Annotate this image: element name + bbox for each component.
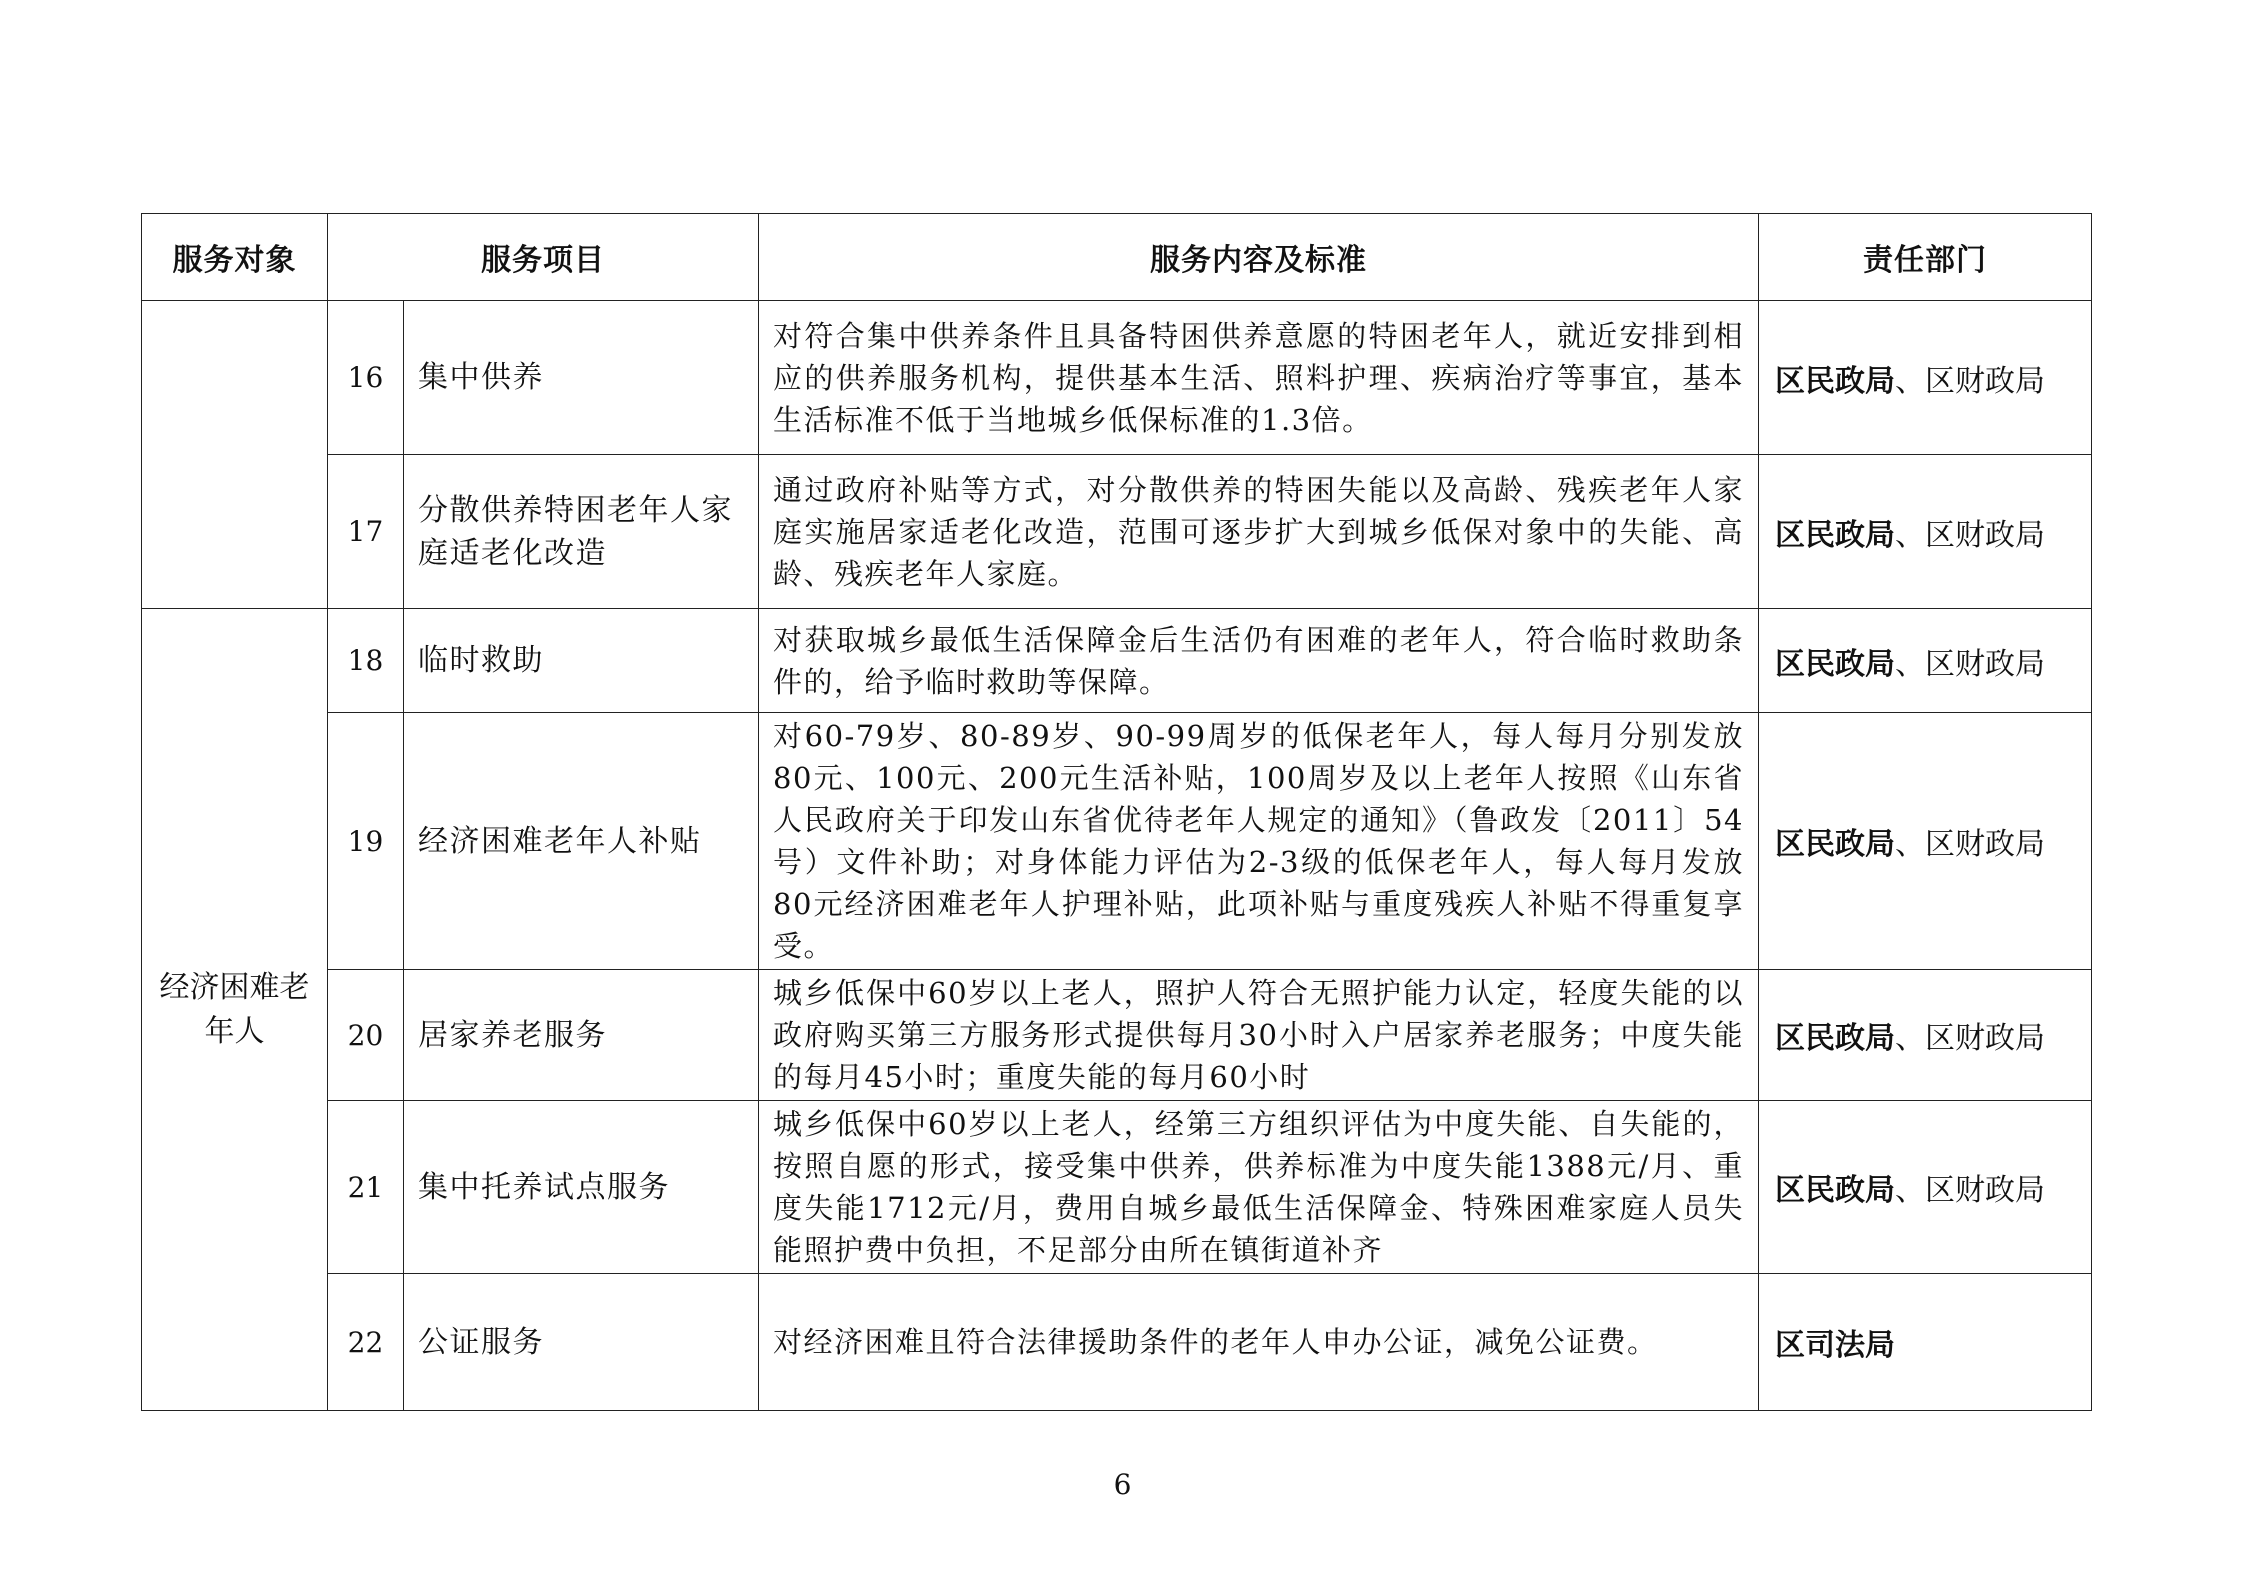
row-number: 16 <box>328 301 404 455</box>
dept-main: 区民政局 <box>1775 1173 1895 1208</box>
table-row <box>142 1274 2092 1411</box>
service-item: 经济困难老年人补贴 <box>404 713 759 970</box>
table-row <box>142 713 2092 970</box>
dept-rest: 、区财政局 <box>1895 1021 2045 1056</box>
responsible-dept <box>1759 1274 2092 1411</box>
dept-main: 区司法局 <box>1775 1328 1895 1363</box>
service-content: 对60-79岁、80-89岁、90-99周岁的低保老年人，每人每月分别发放80元、100元、200元生活补贴，100周岁及以上老年人按照《山东省人民政府关于印发山东省优待老年人规定的通知》（鲁政发〔2011〕54号）文件补助；对身体能力评估为2-3级的低保老年人，每人每月发放80元经济困难老年人护理补贴，此项补贴与重度残疾人补贴不得重复享受。 <box>759 713 1759 970</box>
target-cell <box>142 301 328 609</box>
header-row <box>142 214 2092 301</box>
table-row <box>142 609 2092 713</box>
header-item: 服务项目 <box>328 214 759 301</box>
header-content: 服务内容及标准 <box>759 214 1759 301</box>
dept-rest: 、区财政局 <box>1895 363 2045 399</box>
page-number: 6 <box>1113 1468 1132 1501</box>
dept-rest: 、区财政局 <box>1895 517 2045 553</box>
row-number: 22 <box>328 1274 404 1411</box>
dept-main: 区民政局 <box>1775 827 1895 862</box>
responsible-dept <box>1759 1101 2092 1274</box>
service-table <box>141 213 2092 1411</box>
header-dept: 责任部门 <box>1759 214 2092 301</box>
table-row <box>142 455 2092 609</box>
service-item: 集中供养 <box>404 301 759 455</box>
responsible-dept <box>1759 301 2092 455</box>
service-content: 城乡低保中60岁以上老人，经第三方组织评估为中度失能、自失能的，按照自愿的形式，接受集中供养，供养标准为中度失能1388元/月、重度失能1712元/月，费用自城乡最低生活保障金、特殊困难家庭人员失能照护费中负担，不足部分由所在镇街道补齐 <box>759 1101 1759 1274</box>
dept-main: 区民政局 <box>1775 363 1895 399</box>
service-item: 临时救助 <box>404 609 759 713</box>
dept-main: 区民政局 <box>1775 646 1895 682</box>
dept-rest: 、区财政局 <box>1895 827 2045 862</box>
row-number: 21 <box>328 1101 404 1274</box>
target-cell: 经济困难老年人 <box>142 609 328 1411</box>
service-content: 城乡低保中60岁以上老人，照护人符合无照护能力认定，轻度失能的以政府购买第三方服务形式提供每月30小时入户居家养老服务；中度失能的每月45小时；重度失能的每月60小时 <box>759 970 1759 1101</box>
responsible-dept <box>1759 455 2092 609</box>
service-content: 通过政府补贴等方式，对分散供养的特困失能以及高龄、残疾老年人家庭实施居家适老化改造，范围可逐步扩大到城乡低保对象中的失能、高龄、残疾老年人家庭。 <box>759 455 1759 609</box>
dept-rest: 、区财政局 <box>1895 1173 2045 1208</box>
service-content: 对获取城乡最低生活保障金后生活仍有困难的老年人，符合临时救助条件的，给予临时救助等保障。 <box>759 609 1759 713</box>
table-row <box>142 970 2092 1101</box>
responsible-dept <box>1759 713 2092 970</box>
row-number: 20 <box>328 970 404 1101</box>
dept-rest: 、区财政局 <box>1895 646 2045 682</box>
service-item: 居家养老服务 <box>404 970 759 1101</box>
row-number: 19 <box>328 713 404 970</box>
service-item: 分散供养特困老年人家庭适老化改造 <box>404 455 759 609</box>
row-number: 17 <box>328 455 404 609</box>
dept-main: 区民政局 <box>1775 517 1895 553</box>
row-number: 18 <box>328 609 404 713</box>
table-row <box>142 1101 2092 1274</box>
dept-main: 区民政局 <box>1775 1021 1895 1056</box>
service-item: 集中托养试点服务 <box>404 1101 759 1274</box>
responsible-dept <box>1759 609 2092 713</box>
responsible-dept <box>1759 970 2092 1101</box>
service-content: 对经济困难且符合法律援助条件的老年人申办公证，减免公证费。 <box>759 1274 1759 1411</box>
table-row <box>142 301 2092 455</box>
header-target: 服务对象 <box>142 214 328 301</box>
service-item: 公证服务 <box>404 1274 759 1411</box>
service-content: 对符合集中供养条件且具备特困供养意愿的特困老年人，就近安排到相应的供养服务机构，提供基本生活、照料护理、疾病治疗等事宜，基本生活标准不低于当地城乡低保标准的1.3倍。 <box>759 301 1759 455</box>
